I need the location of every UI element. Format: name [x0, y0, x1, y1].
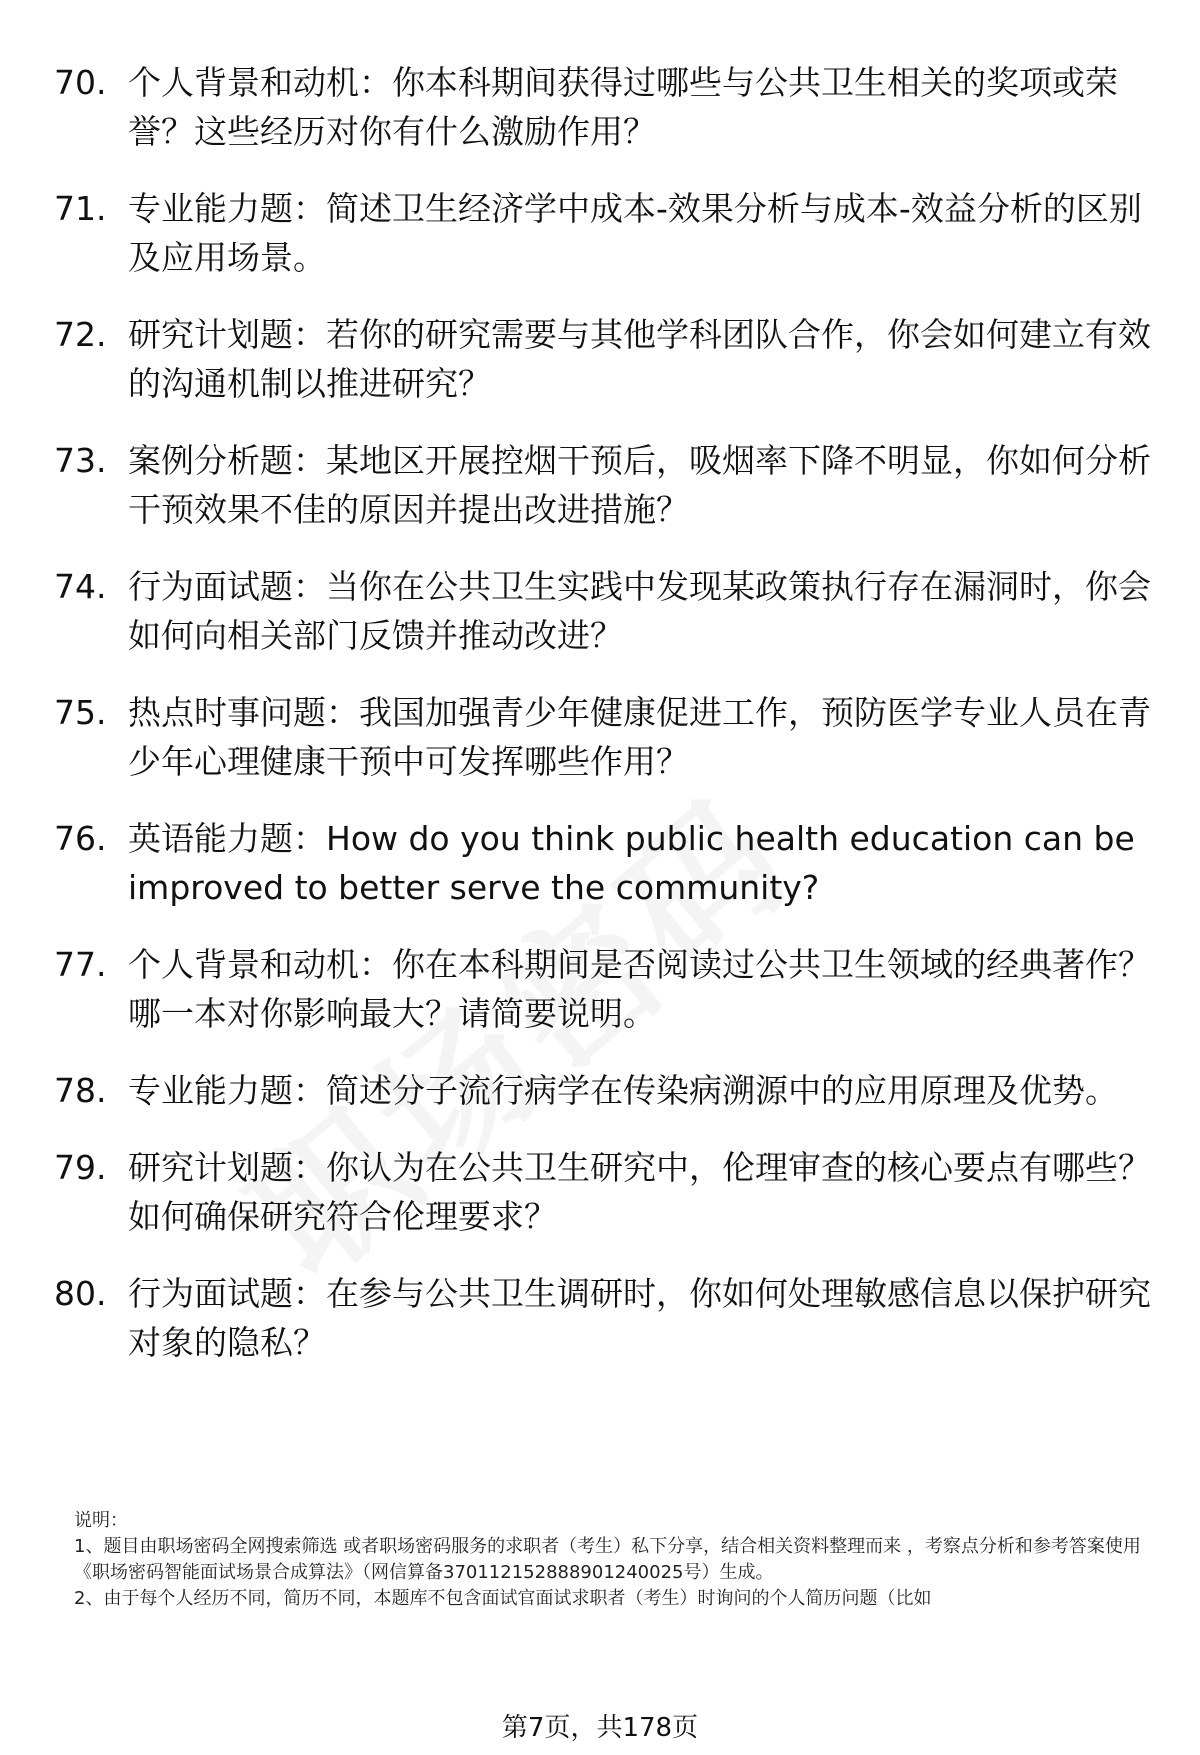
- question-item: [54, 58, 1154, 156]
- question-item: [54, 310, 1154, 408]
- question-text: 行为面试题：当你在公共卫生实践中发现某政策执行存在漏洞时，你会如何向相关部门反馈并推动改进？: [128, 567, 1151, 655]
- notes-line-1: 1、题目由职场密码全网搜索筛选 或者职场密码服务的求职者（考生）私下分享，结合相关资料整理而来 ，考察点分析和参考答案使用《职场密码智能面试场景合成算法》（网信算备370112152888901240025号）生成。: [74, 1536, 1141, 1583]
- question-item: [54, 1143, 1154, 1241]
- notes-heading: 说明：: [74, 1510, 128, 1531]
- question-text: 行为面试题：在参与公共卫生调研时，你如何处理敏感信息以保护研究对象的隐私？: [128, 1274, 1151, 1362]
- question-text: 研究计划题：你认为在公共卫生研究中，伦理审查的核心要点有哪些？如何确保研究符合伦理要求？: [128, 1148, 1151, 1236]
- question-text: 个人背景和动机：你在本科期间是否阅读过公共卫生领域的经典著作？哪一本对你影响最大？请简要说明。: [128, 945, 1151, 1033]
- question-item: [54, 1269, 1154, 1367]
- question-item: [54, 1066, 1154, 1115]
- question-text: 英语能力题：How do you think public health education can be improved to better serve the community?: [128, 819, 1135, 907]
- question-text: 研究计划题：若你的研究需要与其他学科团队合作，你会如何建立有效的沟通机制以推进研究？: [128, 315, 1151, 403]
- question-number: 75.: [54, 693, 107, 732]
- question-item: [54, 940, 1154, 1038]
- question-item: [54, 184, 1154, 282]
- page-number: 第7页，共178页: [501, 1713, 699, 1743]
- question-number: 73.: [54, 441, 107, 480]
- question-number: 74.: [54, 567, 107, 606]
- notes-line-2: 2、由于每个人经历不同，简历不同，本题库不包含面试官面试求职者（考生）时询问的个人简历问题（比如: [74, 1588, 932, 1609]
- question-number: 70.: [54, 63, 107, 102]
- question-item: [54, 436, 1154, 534]
- question-number: 79.: [54, 1148, 107, 1187]
- question-text: 个人背景和动机：你本科期间获得过哪些与公共卫生相关的奖项或荣誉？这些经历对你有什么激励作用？: [128, 63, 1118, 151]
- question-number: 77.: [54, 945, 107, 984]
- question-item: [54, 814, 1154, 912]
- question-number: 72.: [54, 315, 107, 354]
- question-text: 热点时事问题：我国加强青少年健康促进工作，预防医学专业人员在青少年心理健康干预中可发挥哪些作用？: [128, 693, 1151, 781]
- question-number: 78.: [54, 1071, 107, 1110]
- question-text: 案例分析题：某地区开展控烟干预后，吸烟率下降不明显，你如何分析干预效果不佳的原因并提出改进措施？: [128, 441, 1151, 529]
- question-list: [54, 58, 1154, 1395]
- notes-section: [74, 1508, 1159, 1612]
- question-text: 专业能力题：简述分子流行病学在传染病溯源中的应用原理及优势。: [128, 1071, 1118, 1110]
- question-text: 专业能力题：简述卫生经济学中成本-效果分析与成本-效益分析的区别及应用场景。: [128, 189, 1142, 277]
- question-number: 76.: [54, 819, 107, 858]
- question-number: 80.: [54, 1274, 107, 1313]
- question-item: [54, 688, 1154, 786]
- question-number: 71.: [54, 189, 107, 228]
- question-item: [54, 562, 1154, 660]
